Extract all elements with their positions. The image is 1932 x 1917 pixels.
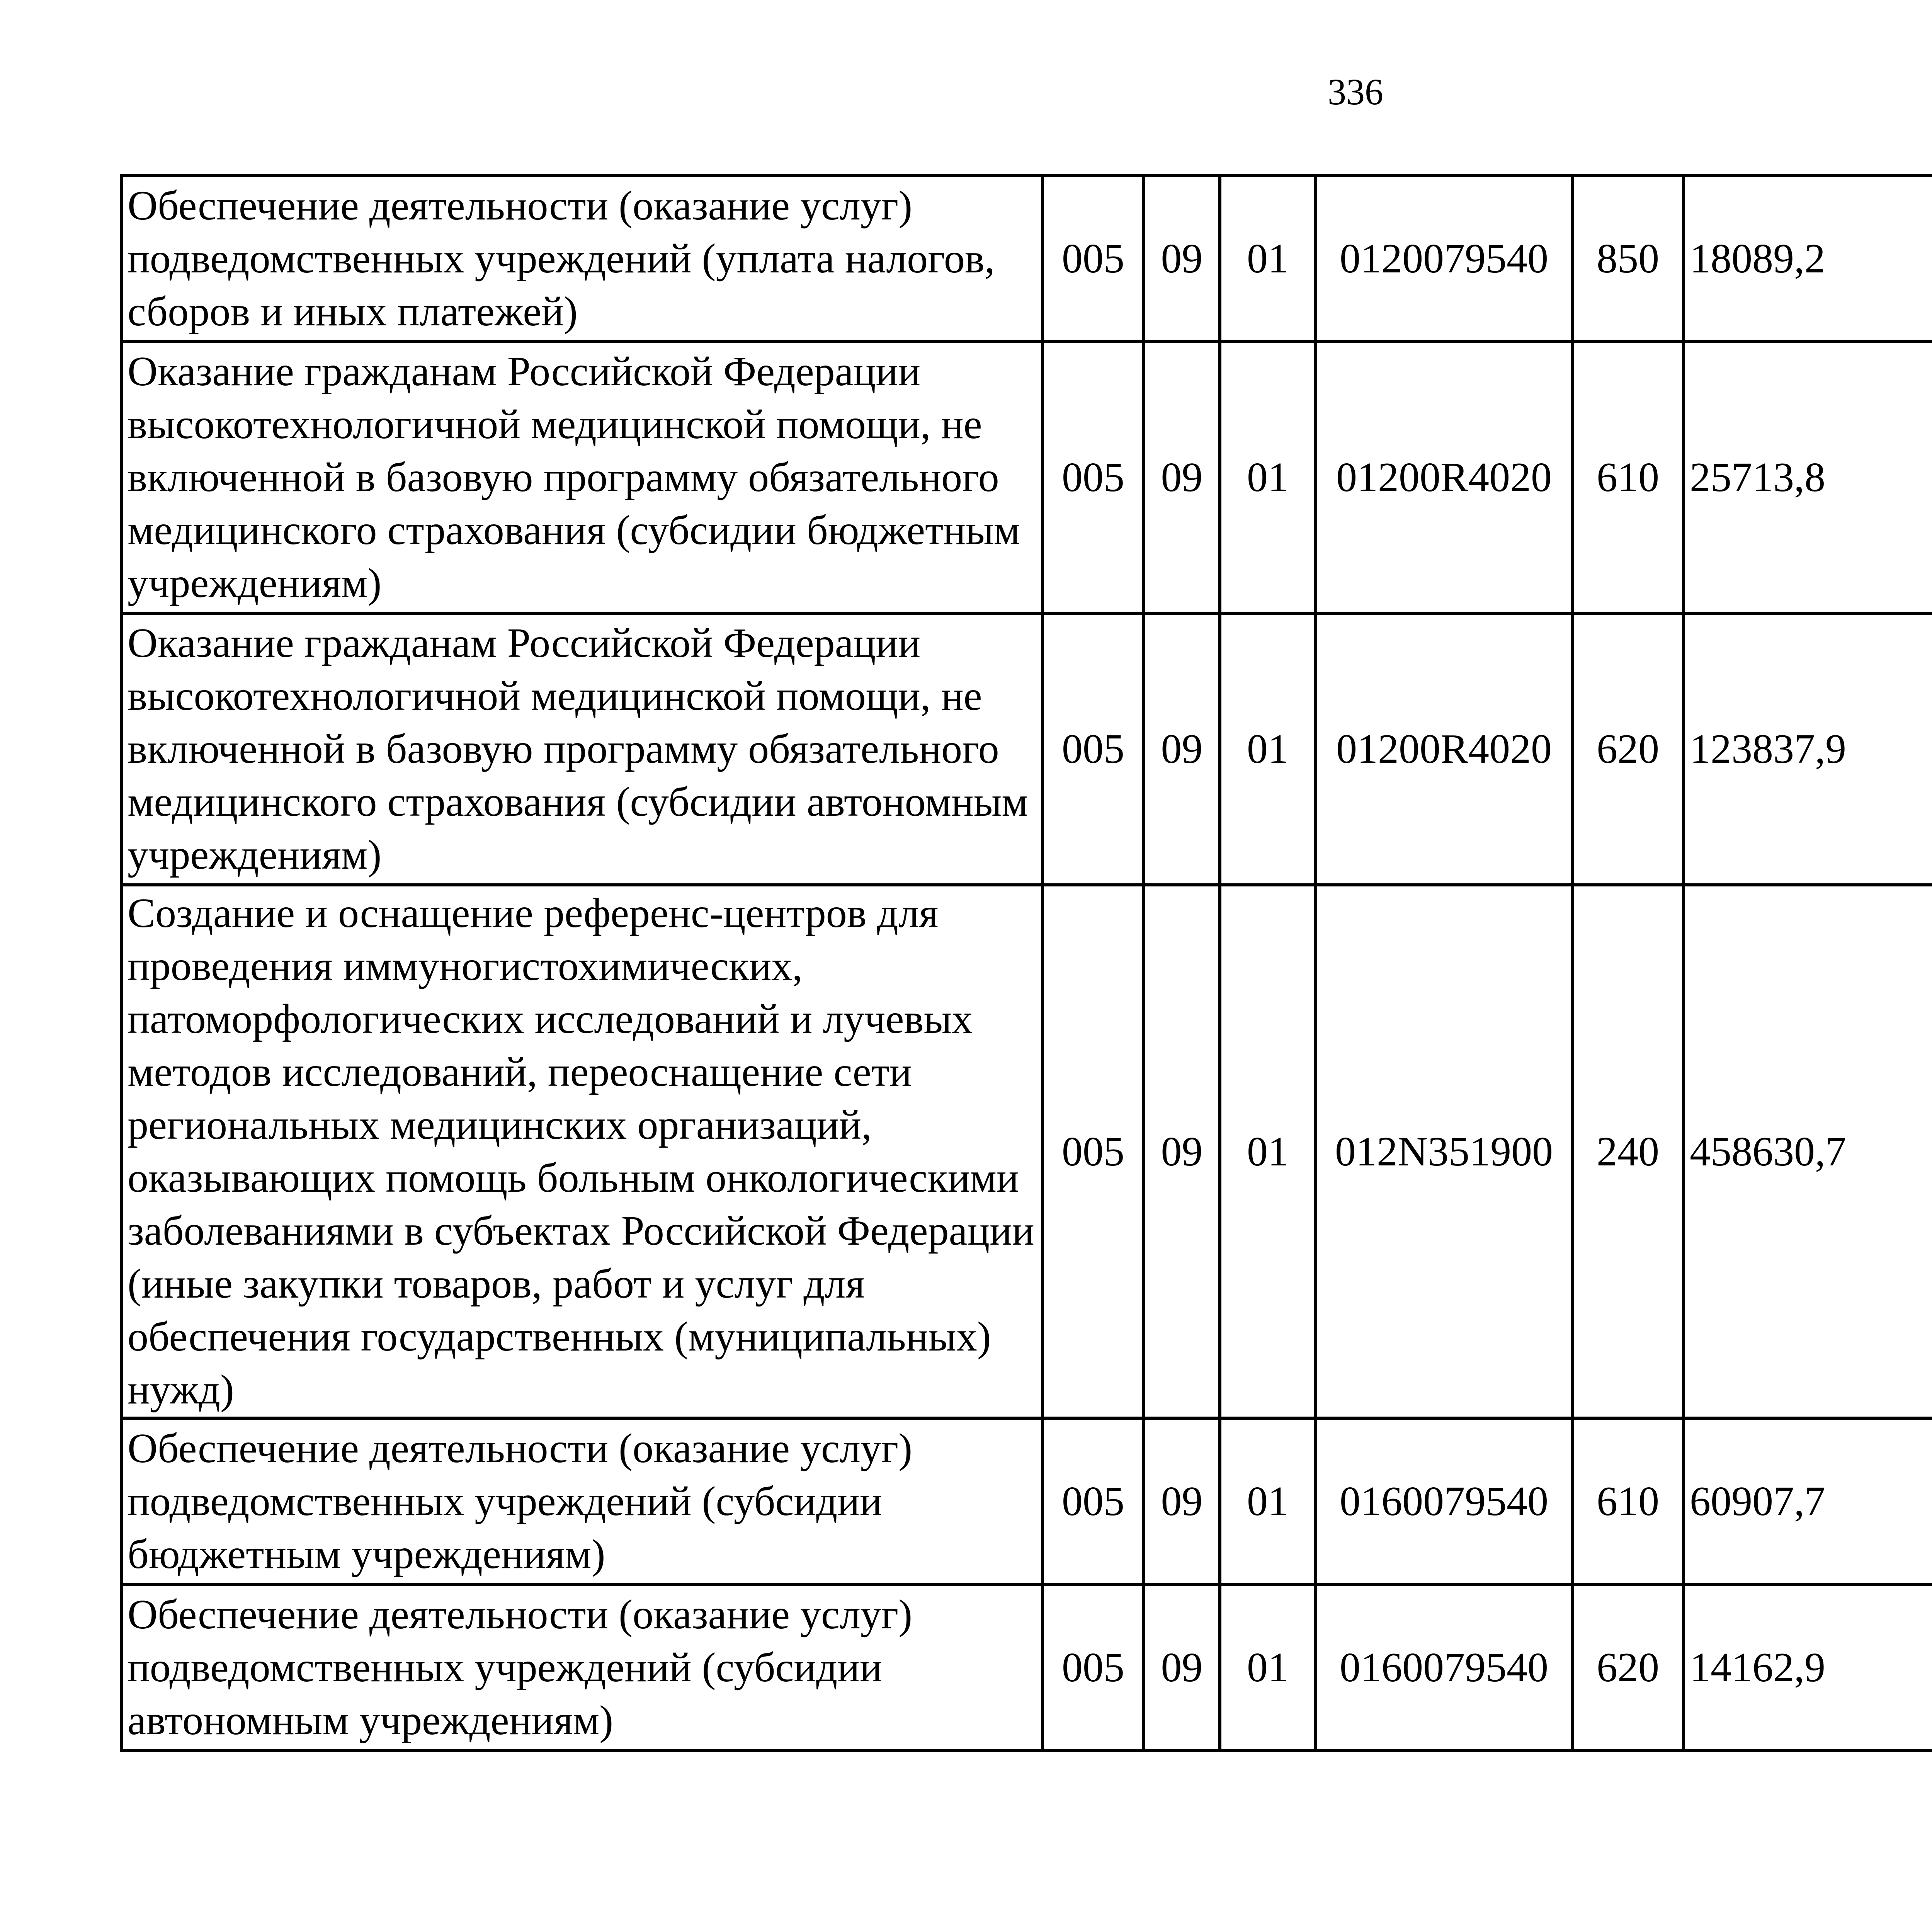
- table-row: [121, 175, 1932, 342]
- section-code: 09: [1144, 1584, 1220, 1750]
- section-code: 09: [1144, 342, 1220, 613]
- ministry-code: 005: [1043, 175, 1144, 342]
- target-article-code: 0160079540: [1316, 1418, 1572, 1584]
- table-row: [121, 342, 1932, 613]
- amount-year-1: 123837,9: [1684, 613, 1932, 885]
- subsection-code: 01: [1220, 1584, 1316, 1750]
- ministry-code: 005: [1043, 1418, 1144, 1584]
- table-row: [121, 1418, 1932, 1584]
- ministry-code: 005: [1043, 613, 1144, 885]
- expense-type-code: 620: [1572, 1584, 1684, 1750]
- row-description: Обеспечение деятельности (оказание услуг) подведомственных учреждений (субсидии автономным учреждениям): [121, 1584, 1043, 1750]
- expense-type-code: 620: [1572, 613, 1684, 885]
- amount-year-1: 458630,7: [1684, 885, 1932, 1418]
- amount-year-1: 14162,9: [1684, 1584, 1932, 1750]
- target-article-code: 0160079540: [1316, 1584, 1572, 1750]
- table-row: [121, 613, 1932, 885]
- target-article-code: 0120079540: [1316, 175, 1572, 342]
- expense-type-code: 240: [1572, 885, 1684, 1418]
- row-description: Обеспечение деятельности (оказание услуг) подведомственных учреждений (субсидии бюджетным учреждениям): [121, 1418, 1043, 1584]
- target-article-code: 01200R4020: [1316, 342, 1572, 613]
- ministry-code: 005: [1043, 885, 1144, 1418]
- section-code: 09: [1144, 885, 1220, 1418]
- row-description: Создание и оснащение референс-центров для проведения иммуногистохимических, патоморфологических исследований и лучевых методов исследований, переоснащение сети региональных медицинских организаций, оказывающих помощь больным онкологическими заболеваниями в субъектах Российской Федерации (иные закупки товаров, работ и услуг для обеспечения государственных (муниципальных) нужд): [121, 885, 1043, 1418]
- section-code: 09: [1144, 613, 1220, 885]
- table-row: [121, 1584, 1932, 1750]
- row-description: Оказание гражданам Российской Федерации высокотехнологичной медицинской помощи, не включенной в базовую программу обязательного медицинского страхования (субсидии бюджетным учреждениям): [121, 342, 1043, 613]
- row-description: Оказание гражданам Российской Федерации высокотехнологичной медицинской помощи, не включенной в базовую программу обязательного медицинского страхования (субсидии автономным учреждениям): [121, 613, 1043, 885]
- subsection-code: 01: [1220, 175, 1316, 342]
- subsection-code: 01: [1220, 613, 1316, 885]
- budget-table: [120, 174, 1932, 1752]
- expense-type-code: 610: [1572, 1418, 1684, 1584]
- amount-year-1: 18089,2: [1684, 175, 1932, 342]
- subsection-code: 01: [1220, 342, 1316, 613]
- amount-year-1: 25713,8: [1684, 342, 1932, 613]
- section-code: 09: [1144, 175, 1220, 342]
- subsection-code: 01: [1220, 1418, 1316, 1584]
- target-article-code: 01200R4020: [1316, 613, 1572, 885]
- section-code: 09: [1144, 1418, 1220, 1584]
- amount-year-1: 60907,7: [1684, 1418, 1932, 1584]
- expense-type-code: 610: [1572, 342, 1684, 613]
- table-row: [121, 885, 1932, 1418]
- ministry-code: 005: [1043, 342, 1144, 613]
- ministry-code: 005: [1043, 1584, 1144, 1750]
- row-description: Обеспечение деятельности (оказание услуг) подведомственных учреждений (уплата налогов, сборов и иных платежей): [121, 175, 1043, 342]
- expense-type-code: 850: [1572, 175, 1684, 342]
- page-number: 336: [1328, 71, 1383, 112]
- target-article-code: 012N351900: [1316, 885, 1572, 1418]
- subsection-code: 01: [1220, 885, 1316, 1418]
